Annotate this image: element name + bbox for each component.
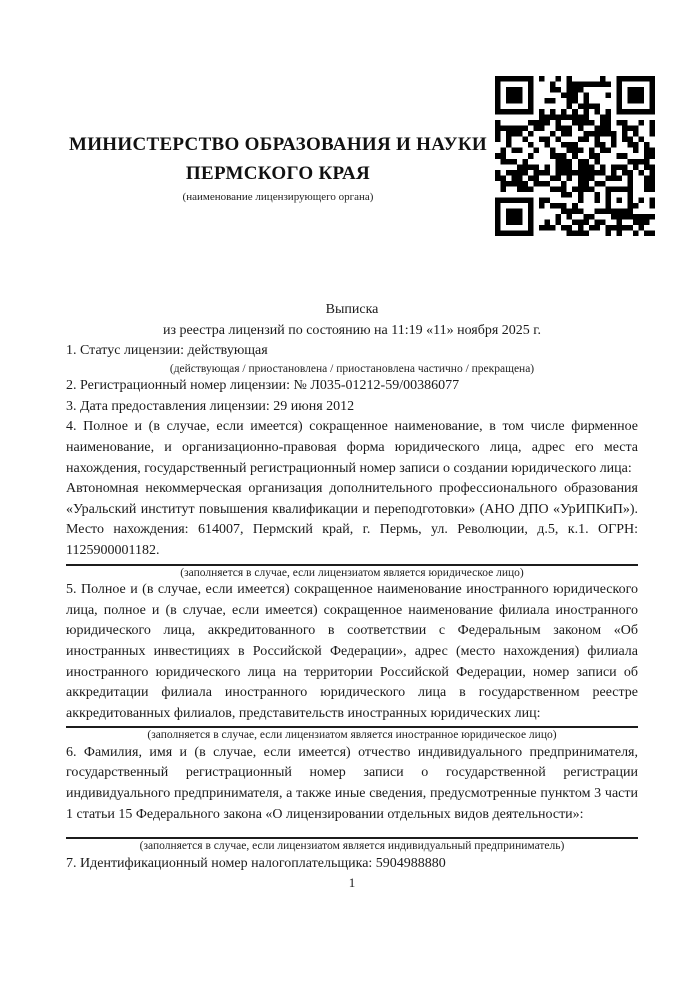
qr-code-icon <box>495 76 655 236</box>
entrepreneur-blank-field <box>66 825 638 839</box>
page-number: 1 <box>348 875 356 891</box>
legal-entity-label: 4. Полное и (в случае, если имеется) сокращенное наименование, в том числе фирменное наименование, и организационно-правовая форма юридического лица, адрес его места нахождения, государственный регистрационный номер записи о создании юридического лица: <box>66 419 638 476</box>
taxpayer-id-line: 7. Идентификационный номер налогоплательщика: 5904988880 <box>66 855 446 871</box>
license-date-line: 3. Дата предоставления лицензии: 29 июня 2012 <box>66 398 355 414</box>
legal-entity-caption: (заполняется в случае, если лицензиатом является юридическое лицо) <box>180 566 524 579</box>
doc-title: Выписка <box>325 302 379 317</box>
legal-entity-value: Автономная некоммерческая организация дополнительного профессионального образования «Уральский институт повышения квалификации и переподготовки» (АНО ДПО «УрИПКиП»). Место нахождения: 614007, Пермский край, г. Пермь, ул. Революции, д.5, к.1. ОГРН: 1125900001182. <box>66 481 638 559</box>
doc-subtitle: из реестра лицензий по состоянию на 11:19 «11» ноября 2025 г. <box>163 322 541 338</box>
registration-number-line: 2. Регистрационный номер лицензии: № Л035-01212-59/00386077 <box>66 378 460 394</box>
foreign-entity-block: 5. Полное и (в случае, если имеется) сокращенное наименование иностранного юридического лица, полное и (в случае, если имеется) сокращенное наименование филиала иностранного юридического лица, аккредитованного в соответствии с Федеральным законом «Об иностранных инвестициях в Российской Федерации», адрес (место нахождения) филиала иностранного юридического лица на территории Российской Федерации, номер записи об аккредитации филиала иностранного юридического лица в государственном реестре аккредитованных филиалов, представительств иностранных юридических лиц: <box>66 580 638 728</box>
license-status-line: 1. Статус лицензии: действующая <box>66 343 268 359</box>
entrepreneur-block: 6. Фамилия, имя и (в случае, если имеется) отчество индивидуального предпринимателя, государственный регистрационный номер записи о государственной регистрации индивидуального предпринимателя, а также иные сведения, предусмотренные пунктом 3 части 1 статьи 15 Федерального закона «О лицензировании отдельных видов деятельности»: <box>66 744 638 822</box>
license-status-caption: (действующая / приостановлена / приостановлена частично / прекращена) <box>169 362 535 375</box>
ministry-name-line2: ПЕРМСКОГО КРАЯ <box>185 163 371 184</box>
legal-entity-block <box>66 417 638 565</box>
ministry-name-line1: МИНИСТЕРСТВО ОБРАЗОВАНИЯ И НАУКИ <box>68 134 488 155</box>
ministry-name <box>0 130 556 204</box>
foreign-entity-caption: (заполняется в случае, если лицензиатом является иностранное юридическое лицо) <box>147 729 557 742</box>
licensing-authority-caption: (наименование лицензирующего органа) <box>182 191 374 203</box>
entrepreneur-caption: (заполняется в случае, если лицензиатом является индивидуальный предприниматель) <box>139 840 565 853</box>
document-body <box>66 300 638 891</box>
